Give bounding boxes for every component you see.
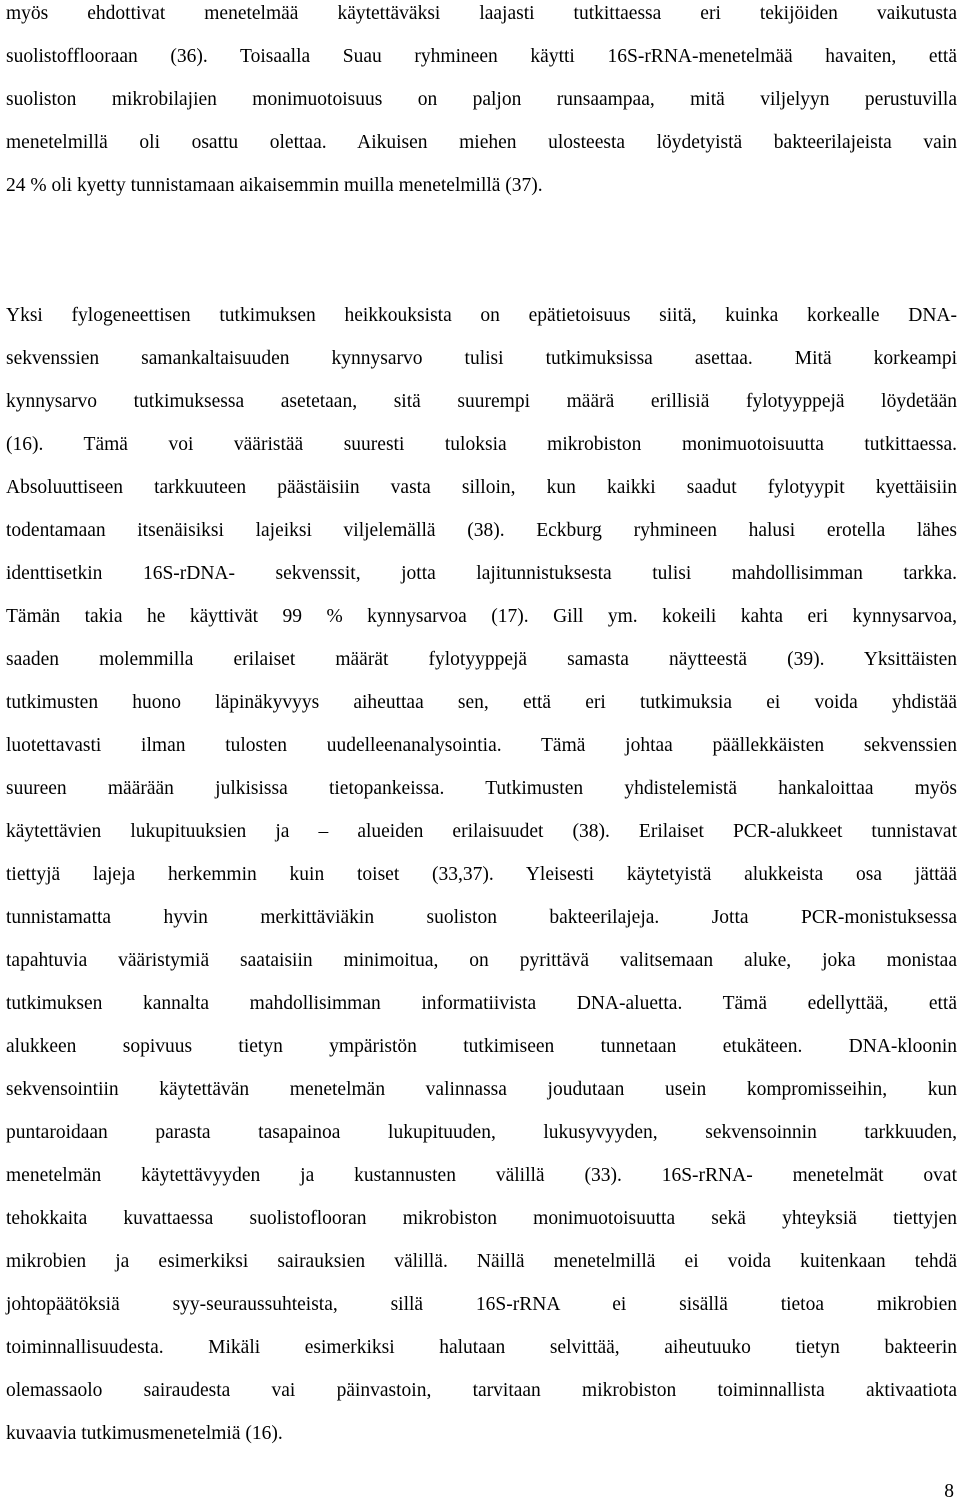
paragraph-line: tehokkaita kuvattaessa suolistoflooran mikrobiston monimuotoisuutta sekä yhteyksiä tiettyjen	[6, 1208, 957, 1229]
paragraph-line: menetelmillä oli osattu olettaa. Aikuisen miehen ulosteesta löydetyistä bakteerilajeista vain	[6, 132, 957, 153]
paragraph-line: Tämän takia he käyttivät 99 % kynnysarvoa (17). Gill ym. kokeili kahta eri kynnysarvoa,	[6, 606, 957, 627]
paragraph-line: Yksi fylogeneettisen tutkimuksen heikkouksista on epätietoisuus siitä, kuinka korkealle DNA-	[6, 305, 957, 326]
paragraph-line: menetelmän käytettävyyden ja kustannusten välillä (33). 16S-rRNA- menetelmät ovat	[6, 1165, 957, 1186]
paragraph-line: 24 % oli kyetty tunnistamaan aikaisemmin muilla menetelmillä (37).	[6, 175, 543, 196]
paragraph-line: olemassaolo sairaudesta vai päinvastoin, tarvitaan mikrobiston toiminnallista aktivaatiota	[6, 1380, 957, 1401]
paragraph-line: (16). Tämä voi vääristää suuresti tuloksia mikrobiston monimuotoisuutta tutkittaessa.	[6, 434, 957, 455]
paragraph-line: suoliston mikrobilajien monimuotoisuus on paljon runsaampaa, mitä viljelyyn perustuvilla	[6, 89, 957, 110]
paragraph-line: tunnistamatta hyvin merkittäviäkin suoliston bakteerilajeja. Jotta PCR-monistuksessa	[6, 907, 957, 928]
paragraph-line: tutkimuksen kannalta mahdollisimman informatiivista DNA-aluetta. Tämä edellyttää, että	[6, 993, 957, 1014]
page-number: 8	[944, 1481, 954, 1502]
paragraph-line: puntaroidaan parasta tasapainoa lukupituuden, lukusyvyyden, sekvensoinnin tarkkuuden,	[6, 1122, 957, 1143]
paragraph-line: luotettavasti ilman tulosten uudelleenanalysointia. Tämä johtaa päällekkäisten sekvenssien	[6, 735, 957, 756]
paragraph-line: myös ehdottivat menetelmää käytettäväksi laajasti tutkittaessa eri tekijöiden vaikutusta	[6, 3, 957, 24]
paragraph-line: kuvaavia tutkimusmenetelmiä (16).	[6, 1423, 283, 1444]
paragraph-line: mikrobien ja esimerkiksi sairauksien välillä. Näillä menetelmillä ei voida kuitenkaan tehdä	[6, 1251, 957, 1272]
paragraph-line: sekvenssien samankaltaisuuden kynnysarvo tulisi tutkimuksissa asettaa. Mitä korkeampi	[6, 348, 957, 369]
paragraph-line: tutkimusten huono läpinäkyvyys aiheuttaa sen, että eri tutkimuksia ei voida yhdistää	[6, 692, 957, 713]
paragraph-line: identtisetkin 16S-rDNA- sekvenssit, jotta lajitunnistuksesta tulisi mahdollisimman tarkka.	[6, 563, 957, 584]
paragraph-line: tiettyjä lajeja herkemmin kuin toiset (33,37). Yleisesti käytetyistä alukkeista osa jättää	[6, 864, 957, 885]
paragraph-line: kynnysarvo tutkimuksessa asetetaan, sitä suurempi määrä erillisiä fylotyyppejä löydetään	[6, 391, 957, 412]
paragraph-line: suureen määrään julkisissa tietopankeissa. Tutkimusten yhdistelemistä hankaloittaa myös	[6, 778, 957, 799]
paragraph-line: saaden molemmilla erilaiset määrät fylotyyppejä samasta näytteestä (39). Yksittäisten	[6, 649, 957, 670]
paragraph-line: käytettävien lukupituuksien ja – alueiden erilaisuudet (38). Erilaiset PCR-alukkeet tunnistavat	[6, 821, 957, 842]
paragraph-line: Absoluuttiseen tarkkuuteen päästäisiin vasta silloin, kun kaikki saadut fylotyypit kyettäisiin	[6, 477, 957, 498]
paragraph-line: sekvensointiin käytettävän menetelmän valinnassa joudutaan usein kompromisseihin, kun	[6, 1079, 957, 1100]
paragraph-line: alukkeen sopivuus tietyn ympäristön tutkimiseen tunnetaan etukäteen. DNA-kloonin	[6, 1036, 957, 1057]
paragraph-line: suolistofflooraan (36). Toisaalla Suau ryhmineen käytti 16S-rRNA-menetelmää havaiten, että	[6, 46, 957, 67]
paragraph-line: toiminnallisuudesta. Mikäli esimerkiksi halutaan selvittää, aiheutuuko tietyn bakteerin	[6, 1337, 957, 1358]
paragraph-line: tapahtuvia vääristymiä saataisiin minimoitua, on pyrittävä valitsemaan aluke, joka monistaa	[6, 950, 957, 971]
paragraph-line: johtopäätöksiä syy-seuraussuhteista, sillä 16S-rRNA ei sisällä tietoa mikrobien	[6, 1294, 957, 1315]
paragraph-line: todentamaan itsenäisiksi lajeiksi viljelemällä (38). Eckburg ryhmineen halusi erotella lähes	[6, 520, 957, 541]
